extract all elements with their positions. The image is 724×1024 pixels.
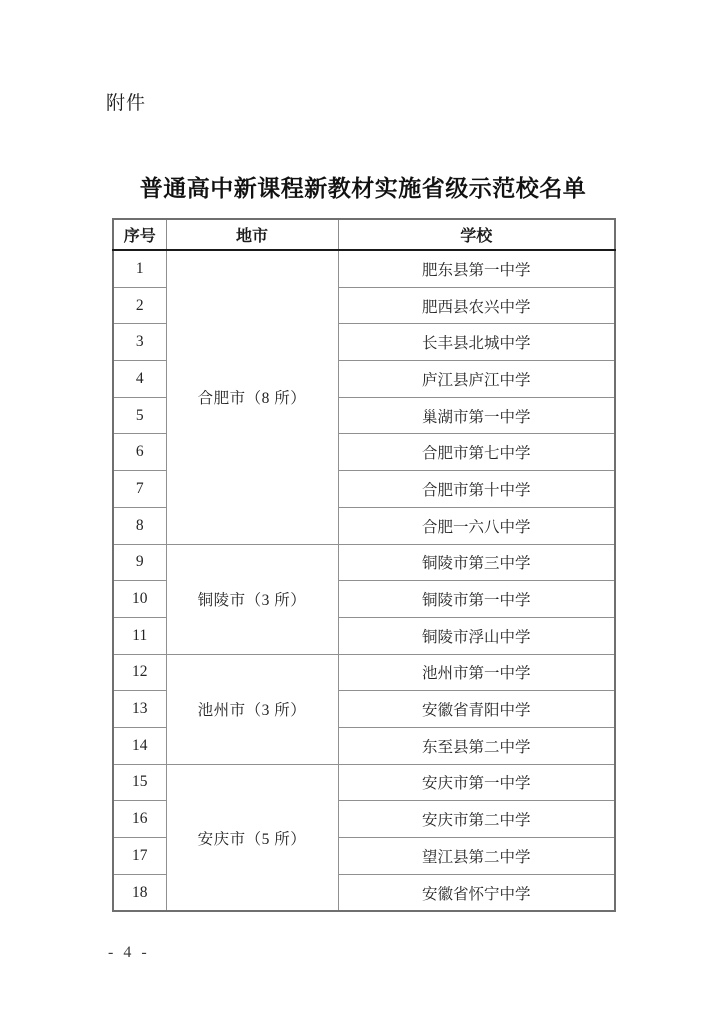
row-number-cell: 15 <box>113 764 166 801</box>
school-cell: 庐江县庐江中学 <box>338 361 615 398</box>
school-cell: 铜陵市第一中学 <box>338 581 615 618</box>
column-header-city: 地市 <box>166 219 338 250</box>
row-number-cell: 8 <box>113 507 166 544</box>
row-number-cell: 9 <box>113 544 166 581</box>
row-number-cell: 12 <box>113 654 166 691</box>
school-cell: 安徽省青阳中学 <box>338 691 615 728</box>
school-cell: 合肥一六八中学 <box>338 507 615 544</box>
document-title: 普通高中新课程新教材实施省级示范校名单 <box>139 176 587 201</box>
school-cell: 东至县第二中学 <box>338 727 615 764</box>
row-number-cell: 16 <box>113 801 166 838</box>
city-cell: 安庆市（5 所） <box>166 764 338 911</box>
table-header <box>113 219 615 250</box>
row-number-cell: 6 <box>113 434 166 471</box>
row-number-cell: 14 <box>113 727 166 764</box>
school-cell: 安庆市第二中学 <box>338 801 615 838</box>
school-cell: 池州市第一中学 <box>338 654 615 691</box>
row-number-cell: 2 <box>113 287 166 324</box>
table-row <box>113 544 615 581</box>
school-cell: 铜陵市第三中学 <box>338 544 615 581</box>
table-row <box>113 764 615 801</box>
row-number-cell: 11 <box>113 617 166 654</box>
table-body <box>113 250 615 911</box>
row-number-cell: 3 <box>113 324 166 361</box>
school-cell: 铜陵市浮山中学 <box>338 617 615 654</box>
school-cell: 肥东县第一中学 <box>338 250 615 287</box>
row-number-cell: 1 <box>113 250 166 287</box>
row-number-cell: 10 <box>113 581 166 618</box>
schools-table <box>112 218 616 912</box>
school-cell: 安徽省怀宁中学 <box>338 874 615 911</box>
school-cell: 肥西县农兴中学 <box>338 287 615 324</box>
attachment-label: 附件 <box>106 93 147 114</box>
header-row <box>113 219 615 250</box>
row-number-cell: 5 <box>113 397 166 434</box>
table-row <box>113 654 615 691</box>
city-cell: 合肥市（8 所） <box>166 250 338 544</box>
row-number-cell: 17 <box>113 838 166 875</box>
column-header-seq: 序号 <box>113 219 166 250</box>
school-cell: 巢湖市第一中学 <box>338 397 615 434</box>
row-number-cell: 13 <box>113 691 166 728</box>
school-cell: 望江县第二中学 <box>338 838 615 875</box>
row-number-cell: 4 <box>113 361 166 398</box>
school-cell: 合肥市第七中学 <box>338 434 615 471</box>
school-cell: 合肥市第十中学 <box>338 471 615 508</box>
row-number-cell: 18 <box>113 874 166 911</box>
column-header-school: 学校 <box>338 219 615 250</box>
table-row <box>113 250 615 287</box>
row-number-cell: 7 <box>113 471 166 508</box>
city-cell: 铜陵市（3 所） <box>166 544 338 654</box>
city-cell: 池州市（3 所） <box>166 654 338 764</box>
school-cell: 长丰县北城中学 <box>338 324 615 361</box>
school-cell: 安庆市第一中学 <box>338 764 615 801</box>
page-number: - 4 - <box>108 944 150 961</box>
